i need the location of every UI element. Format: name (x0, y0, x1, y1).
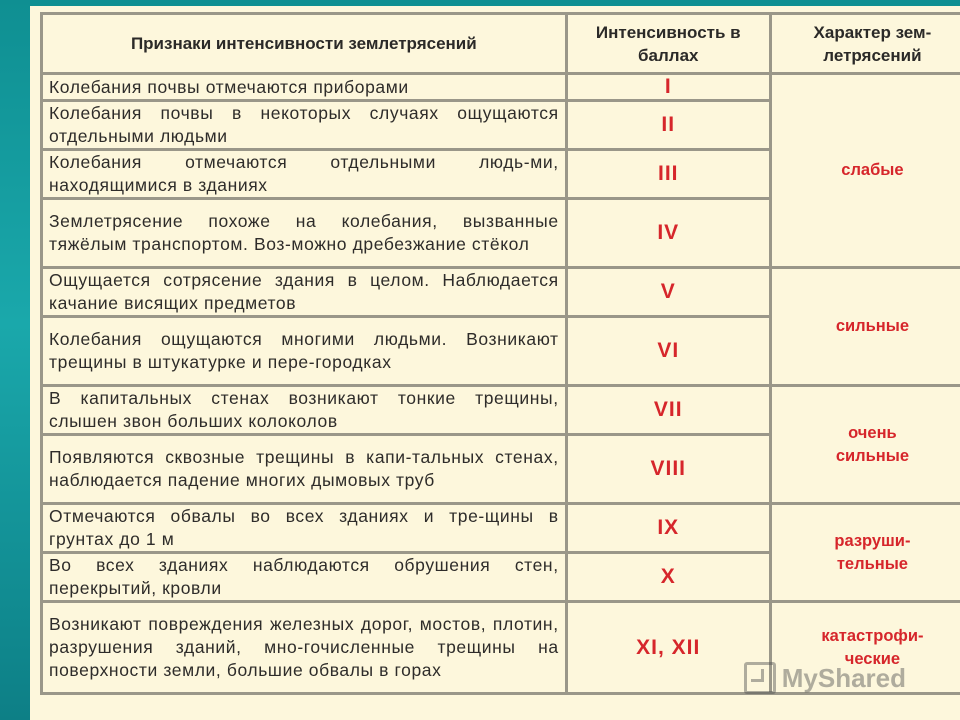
row-score: IX (566, 504, 770, 553)
row-description: Возникают повреждения железных дорог, мостов, плотин, разрушения зданий, мно-гочисленные трещины на поверхности земли, большие обвалы в горах (42, 602, 567, 694)
row-description: Отмечаются обвалы во всех зданиях и тре-щины в грунтах до 1 м (42, 504, 567, 553)
header-intensity: Интенсивность в баллах (566, 14, 770, 74)
row-score: X (566, 553, 770, 602)
watermark-text: MyShared (781, 662, 906, 693)
row-score: VIII (566, 435, 770, 504)
watermark (744, 662, 906, 694)
row-score: V (566, 268, 770, 317)
table-row (42, 268, 960, 317)
row-score: VI (566, 317, 770, 386)
category-very-strong: очень сильные (770, 386, 960, 504)
row-description: Колебания почвы в некоторых случаях ощущаются отдельными людьми (42, 101, 567, 150)
table-row (42, 386, 960, 435)
category-destructive: разруши-тельные (770, 504, 960, 602)
header-character: Характер зем-летрясений (770, 14, 960, 74)
header-signs: Признаки интенсивности землетрясений (42, 14, 567, 74)
row-score: II (566, 101, 770, 150)
category-weak: слабые (770, 74, 960, 268)
row-score: IV (566, 199, 770, 268)
document-sheet (30, 6, 960, 720)
watermark-logo-icon (744, 662, 776, 694)
table-row (42, 74, 960, 101)
row-score: III (566, 150, 770, 199)
row-description: Колебания отмечаются отдельными людь-ми, находящимися в зданиях (42, 150, 567, 199)
row-description: Колебания почвы отмечаются приборами (42, 74, 567, 101)
header-row (42, 14, 960, 74)
category-catastrophic: катастрофи-ческие (770, 602, 960, 694)
row-score: VII (566, 386, 770, 435)
row-description: Появляются сквозные трещины в капи-тальных стенах, наблюдается падение многих дымовых труб (42, 435, 567, 504)
row-description: В капитальных стенах возникают тонкие трещины, слышен звон больших колоколов (42, 386, 567, 435)
category-strong: сильные (770, 268, 960, 386)
row-score: I (566, 74, 770, 101)
row-description: Колебания ощущаются многими людьми. Возникают трещины в штукатурке и пере-городках (42, 317, 567, 386)
earthquake-intensity-table (40, 12, 960, 695)
row-description: Землетрясение похоже на колебания, вызванные тяжёлым транспортом. Воз-можно дребезжание стёкол (42, 199, 567, 268)
row-description: Во всех зданиях наблюдаются обрушения стен, перекрытий, кровли (42, 553, 567, 602)
table-row (42, 504, 960, 553)
row-description: Ощущается сотрясение здания в целом. Наблюдается качание висящих предметов (42, 268, 567, 317)
row-score: XI, XII (566, 602, 770, 694)
